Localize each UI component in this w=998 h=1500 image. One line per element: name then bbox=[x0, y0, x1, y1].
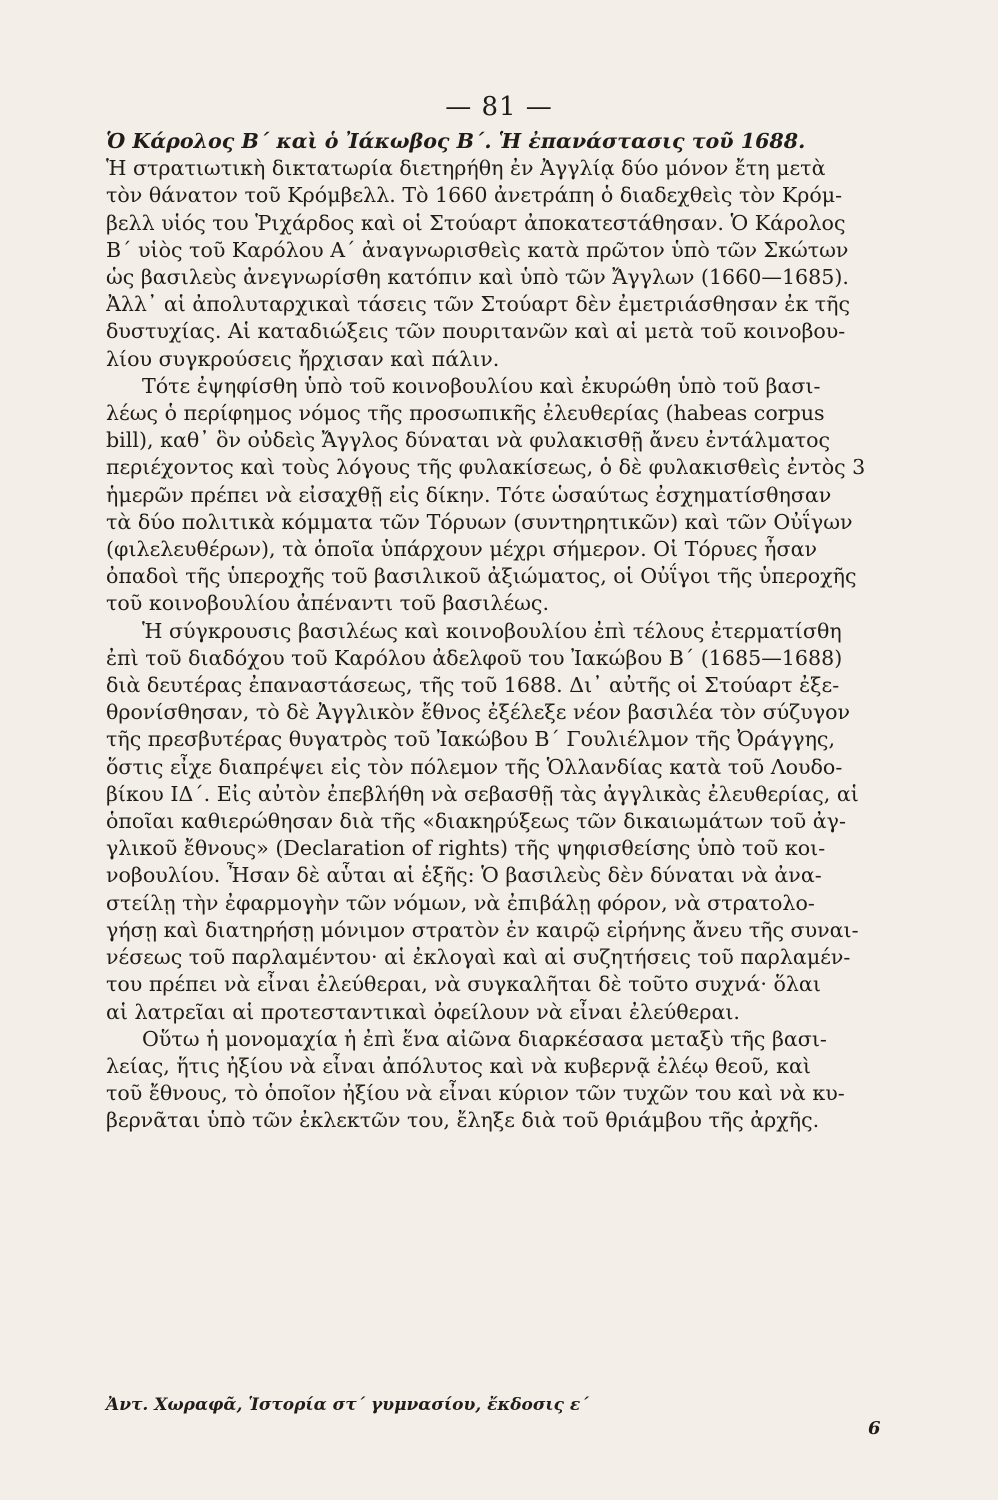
text-line: θρονίσθησαν, τὸ δὲ Ἀγγλικὸν ἔθνος ἐξέλεξε νέον βασιλέα τὸν σύζυγον bbox=[106, 700, 851, 725]
text-line: τοῦ κοινοβουλίου ἀπέναντι τοῦ βασιλέως. bbox=[106, 591, 549, 616]
text-line: Ἀλλ᾽ αἱ ἀπολυταρχικαὶ τάσεις τῶν Στούαρτ δὲν ἐμετριάσθησαν ἐκ τῆς bbox=[106, 292, 851, 317]
text-line: bill), καθ᾽ ὃν οὐδεὶς Ἄγγλος δύναται νὰ φυλακισθῇ ἄνευ ἐντάλματος bbox=[106, 428, 831, 453]
text-line: ὁποῖαι καθιερώθησαν διὰ τῆς «διακηρύξεως τῶν δικαιωμάτων τοῦ ἀγ- bbox=[106, 809, 846, 834]
text-line: νέσεως τοῦ παρλαμέντου· αἱ ἐκλογαὶ καὶ αἱ συζητήσεις τοῦ παρλαμέν- bbox=[106, 945, 851, 970]
text-line: Ἡ στρατιωτικὴ δικτατωρία διετηρήθη ἐν Ἀγγλίᾳ δύο μόνον ἔτη μετὰ bbox=[106, 156, 826, 181]
book-footer: Ἀντ. Χωραφᾶ, Ἱστορία στ΄ γυμνασίου, ἔκδοσις ε΄ bbox=[106, 1395, 589, 1415]
text-line: βερνᾶται ὑπὸ τῶν ἐκλεκτῶν του, ἔληξε διὰ τοῦ θριάμβου τῆς ἀρχῆς. bbox=[106, 1108, 820, 1133]
text-line: λέως ὁ περίφημος νόμος τῆς προσωπικῆς ἐλευθερίας (habeas corpus bbox=[106, 401, 825, 426]
text-line: περιέχοντος καὶ τοὺς λόγους τῆς φυλακίσεως, ὁ δὲ φυλακισθεὶς ἐντὸς 3 bbox=[106, 455, 866, 480]
text-line: αἱ λατρεῖαι αἱ προτεσταντικαὶ ὀφείλουν νὰ εἶναι ἐλεύθεραι. bbox=[106, 999, 740, 1024]
text-line: Τότε ἐψηφίσθη ὑπὸ τοῦ κοινοβουλίου καὶ ἐκυρώθη ὑπὸ τοῦ βασι- bbox=[142, 373, 821, 398]
text-line: ὅστις εἶχε διαπρέψει εἰς τὸν πόλεμον τῆς Ὁλλανδίας κατὰ τοῦ Λουδο- bbox=[106, 754, 843, 779]
text-line: γήσῃ καὶ διατηρήσῃ μόνιμον στρατὸν ἐν καιρῷ εἰρήνης ἄνευ τῆς συναι- bbox=[106, 917, 859, 942]
text-line: ἐπὶ τοῦ διαδόχου τοῦ Καρόλου ἀδελφοῦ του Ἰακώβου Β΄ (1685—1688) bbox=[106, 645, 843, 670]
text-line: Οὕτω ἡ μονομαχία ἡ ἐπὶ ἕνα αἰῶνα διαρκέσασα μεταξὺ τῆς βασι- bbox=[142, 1026, 827, 1051]
text-line: τῆς πρεσβυτέρας θυγατρὸς τοῦ Ἰακώβου Β΄ Γουλιέλμον τῆς Ὀράγγης, bbox=[106, 727, 836, 752]
text-line: βίκου ΙΔ΄. Εἰς αὐτὸν ἐπεβλήθη νὰ σεβασθῇ τὰς ἀγγλικὰς ἐλευθερίας, αἱ bbox=[106, 781, 859, 806]
text-line: λείας, ἥτις ἠξίου νὰ εἶναι ἀπόλυτος καὶ νὰ κυβερνᾷ ἐλέῳ θεοῦ, καὶ bbox=[106, 1053, 811, 1078]
text-line: Ἡ σύγκρουσις βασιλέως καὶ κοινοβουλίου ἐπὶ τέλους ἐτερματίσθη bbox=[142, 618, 842, 643]
text-line: γλικοῦ ἔθνους» (Declaration of rights) τῆς ψηφισθείσης ὑπὸ τοῦ κοι- bbox=[106, 836, 826, 861]
signature-mark: 6 bbox=[868, 1418, 881, 1439]
text-line: ὀπαδοὶ τῆς ὑπεροχῆς τοῦ βασιλικοῦ ἀξιώματος, οἱ Οὐΐγοι τῆς ὑπεροχῆς bbox=[106, 564, 857, 589]
text-line: Β΄ υἱὸς τοῦ Καρόλου Α΄ ἀναγνωρισθεὶς κατὰ πρῶτον ὑπὸ τῶν Σκώτων bbox=[106, 237, 849, 262]
text-line: τοῦ ἔθνους, τὸ ὁποῖον ἠξίου νὰ εἶναι κύριον τῶν τυχῶν του καὶ νὰ κυ- bbox=[106, 1081, 845, 1106]
text-line: του πρέπει νὰ εἶναι ἐλεύθεραι, νὰ συγκαλῆται δὲ τοῦτο συχνά· ὅλαι bbox=[106, 972, 821, 997]
body-text bbox=[106, 128, 914, 1135]
text-line: ἡμερῶν πρέπει νὰ εἰσαχθῇ εἰς δίκην. Τότε ὡσαύτως ἐσχηματίσθησαν bbox=[106, 482, 832, 507]
text-line: (φιλελευθέρων), τὰ ὁποῖα ὑπάρχουν μέχρι σήμερον. Οἱ Τόρυες ἦσαν bbox=[106, 537, 817, 562]
section-heading: Ὁ Κάρολος Β΄ καὶ ὁ Ἰάκωβος Β΄. Ἡ ἐπανάστασις τοῦ 1688. bbox=[106, 129, 806, 153]
text-line: λίου συγκρούσεις ἤρχισαν καὶ πάλιν. bbox=[106, 346, 500, 371]
text-line: τὸν θάνατον τοῦ Κρόμβελλ. Τὸ 1660 ἀνετράπη ὁ διαδεχθεὶς τὸν Κρόμ- bbox=[106, 183, 843, 208]
text-line: δυστυχίας. Αἱ καταδιώξεις τῶν πουριτανῶν καὶ αἱ μετὰ τοῦ κοινοβου- bbox=[106, 319, 846, 344]
text-line: τὰ δύο πολιτικὰ κόμματα τῶν Τόρυων (συντηρητικῶν) καὶ τῶν Οὐΐγων bbox=[106, 509, 853, 534]
text-line: ὡς βασιλεὺς ἀνεγνωρίσθη κατόπιν καὶ ὑπὸ τῶν Ἄγγλων (1660—1685). bbox=[106, 265, 849, 290]
text-line: διὰ δευτέρας ἐπαναστάσεως, τῆς τοῦ 1688. Δι᾽ αὐτῆς οἱ Στούαρτ ἐξε- bbox=[106, 673, 840, 698]
text-line: βελλ υἱός του Ῥιχάρδος καὶ οἱ Στούαρτ ἀποκατεστάθησαν. Ὁ Κάρολος bbox=[106, 210, 846, 235]
text-line: στείλῃ τὴν ἐφαρμογὴν τῶν νόμων, νὰ ἐπιβάλῃ φόρον, νὰ στρατολο- bbox=[106, 890, 815, 915]
page-number: — 81 — bbox=[445, 92, 553, 122]
text-line: νοβουλίου. Ἦσαν δὲ αὗται αἱ ἑξῆς: Ὁ βασιλεὺς δὲν δύναται νὰ ἀνα- bbox=[106, 863, 822, 888]
